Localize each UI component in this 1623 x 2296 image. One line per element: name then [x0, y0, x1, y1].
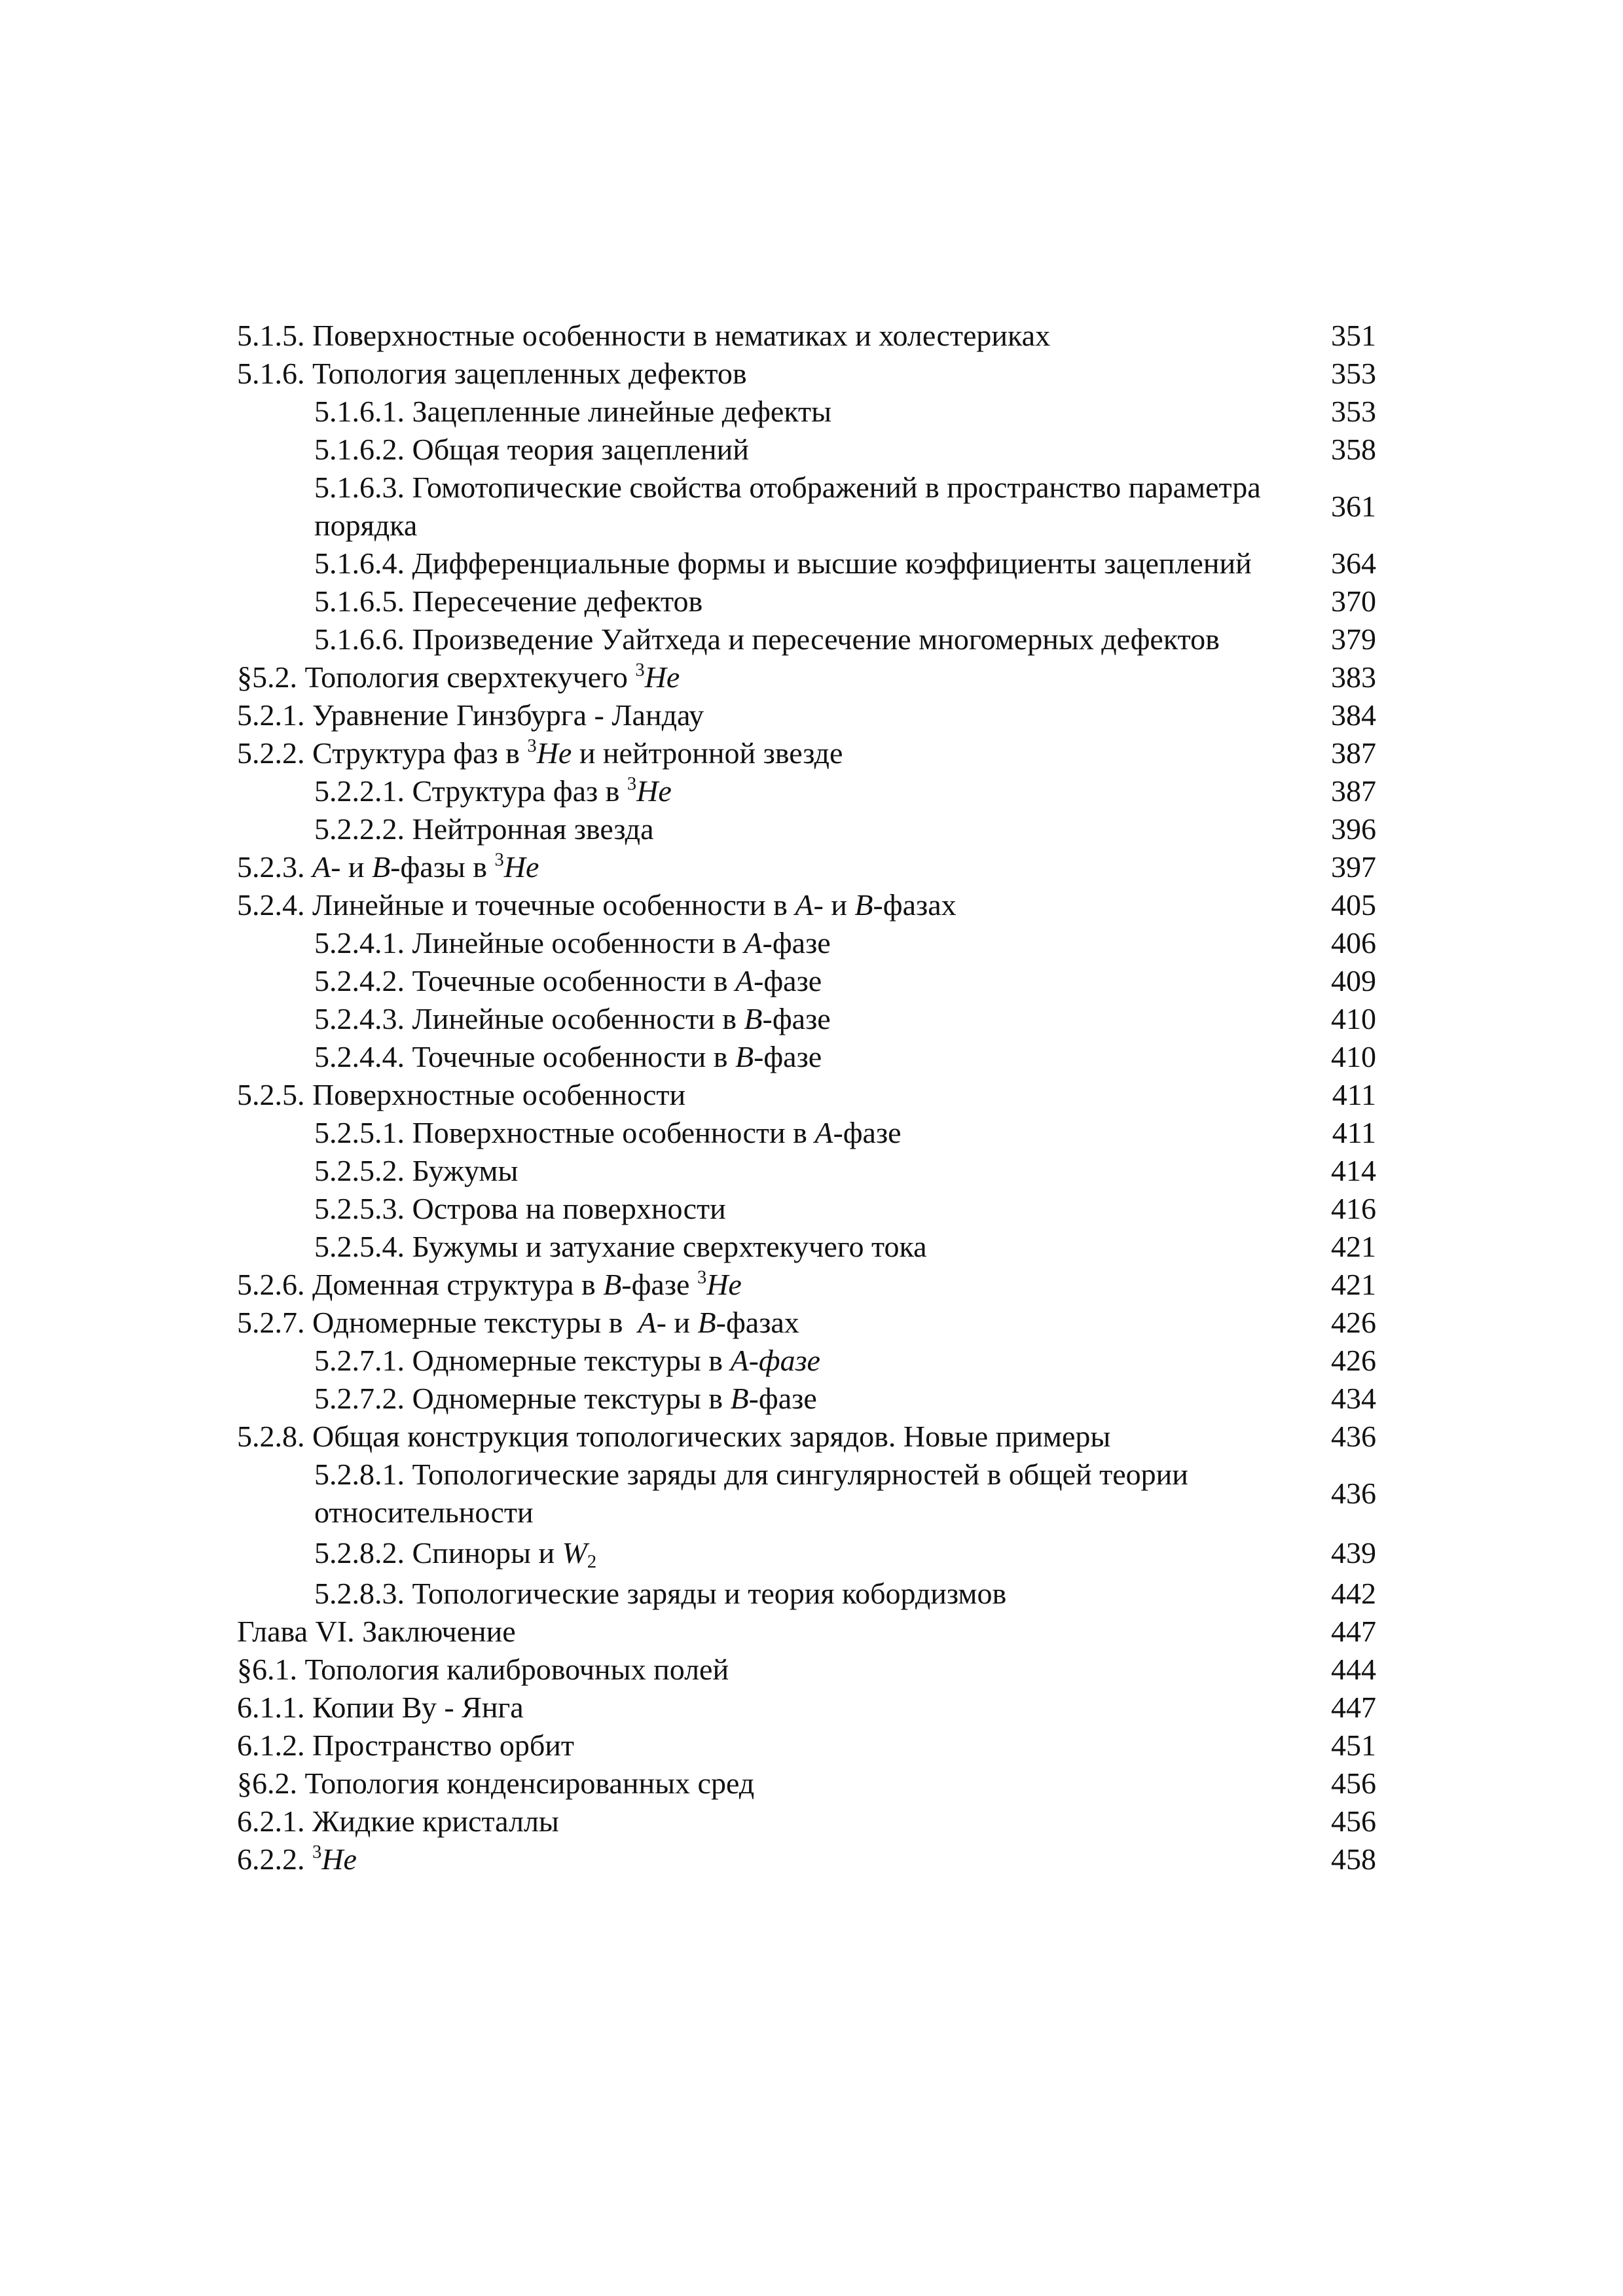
- toc-entry-title: 6.1.1. Копии Ву - Янга: [237, 1691, 524, 1724]
- toc-entry: [237, 355, 1376, 393]
- toc-entry: [237, 1575, 1376, 1613]
- toc-entry-page: 434: [1331, 1382, 1376, 1415]
- toc-entry: [237, 1228, 1376, 1266]
- toc-entry-title: 5.2.6. Доменная структура в B-фазе $^3$He: [237, 1267, 742, 1301]
- toc-entry-title: 5.2.2.1. Структура фаз в $^3$He: [314, 774, 672, 808]
- toc-entry: [237, 1840, 1376, 1878]
- table-of-contents: [237, 317, 1376, 1878]
- toc-entry: [237, 1342, 1376, 1380]
- toc-entry-page: 421: [1331, 1230, 1376, 1263]
- toc-entry-title: 6.2.2. $^3$He: [237, 1842, 357, 1876]
- toc-entry-title: 5.2.4.3. Линейные особенности в B-фазе: [314, 1002, 831, 1035]
- toc-entry: [237, 1803, 1376, 1840]
- toc-entry-title: 5.1.6.5. Пересечение дефектов: [314, 584, 703, 618]
- toc-entry: [237, 734, 1376, 772]
- toc-entry-page: 414: [1331, 1154, 1376, 1187]
- toc-entry-page: 458: [1331, 1842, 1376, 1876]
- toc-entry-page: 370: [1331, 584, 1376, 618]
- toc-entry-title: Глава VI. Заключение: [237, 1615, 516, 1648]
- toc-entry: [237, 962, 1376, 1000]
- toc-entry-title: §5.2. Топология сверхтекучего $^3$He: [237, 660, 680, 694]
- toc-entry: [237, 545, 1376, 583]
- toc-entry-page: 379: [1331, 622, 1376, 656]
- toc-entry-title: 5.1.6.1. Зацепленные линейные дефекты: [314, 395, 832, 428]
- toc-entry-page: 444: [1331, 1653, 1376, 1686]
- toc-entry-page: 358: [1331, 433, 1376, 466]
- toc-entry-title: 5.2.1. Уравнение Гинзбурга - Ландау: [237, 698, 704, 732]
- toc-entry: [237, 1038, 1376, 1076]
- toc-entry-title: 5.1.6.3. Гомотопические свойства отображений в пространство параметра порядка: [314, 471, 1261, 542]
- toc-entry: [237, 393, 1376, 431]
- toc-entry-title: 5.2.5. Поверхностные особенности: [237, 1078, 686, 1111]
- toc-entry-page: 410: [1331, 1040, 1376, 1073]
- toc-entry: [237, 1152, 1376, 1190]
- toc-entry-page: 387: [1331, 774, 1376, 808]
- toc-entry: [237, 1380, 1376, 1418]
- toc-entry-title: 5.2.8.1. Топологические заряды для сингулярностей в общей теории относительности: [314, 1458, 1188, 1529]
- toc-entry: [237, 1266, 1376, 1304]
- toc-entry-page: 421: [1331, 1268, 1376, 1301]
- toc-entry-title: 5.2.4.4. Точечные особенности в B-фазе: [314, 1040, 822, 1073]
- toc-entry-page: 361: [1331, 490, 1376, 523]
- toc-entry-title: 5.1.6.6. Произведение Уайтхеда и пересечение многомерных дефектов: [314, 622, 1220, 656]
- toc-entry-page: 384: [1331, 698, 1376, 732]
- toc-entry: [237, 1190, 1376, 1228]
- toc-entry: [237, 1534, 1376, 1572]
- toc-entry: [237, 469, 1376, 545]
- toc-entry-page: 426: [1331, 1306, 1376, 1339]
- toc-entry-title: 5.2.8. Общая конструкция топологических зарядов. Новые примеры: [237, 1420, 1111, 1453]
- toc-entry-page: 439: [1331, 1536, 1376, 1570]
- toc-entry-title: 5.2.8.2. Спиноры и $W_2$: [314, 1536, 597, 1573]
- toc-entry-title: 6.1.2. Пространство орбит: [237, 1729, 575, 1762]
- toc-entry: [237, 431, 1376, 469]
- toc-entry: [237, 1456, 1376, 1532]
- toc-entry: [237, 1689, 1376, 1727]
- toc-entry: [237, 696, 1376, 734]
- toc-entry-title: 5.2.7.1. Одномерные текстуры в A-фазе: [314, 1344, 820, 1377]
- toc-entry-title: 5.1.6.4. Дифференциальные формы и высшие коэффициенты зацеплений: [314, 547, 1252, 580]
- toc-entry: [237, 1418, 1376, 1456]
- toc-entry-title: 5.2.5.2. Бужумы: [314, 1154, 519, 1187]
- toc-entry: [237, 317, 1376, 355]
- toc-entry-title: 5.2.4.2. Точечные особенности в A-фазе: [314, 964, 822, 997]
- toc-entry: [237, 620, 1376, 658]
- toc-entry-page: 383: [1331, 660, 1376, 694]
- toc-entry: [237, 1304, 1376, 1342]
- toc-entry: [237, 583, 1376, 620]
- toc-entry: [237, 810, 1376, 848]
- toc-entry-title: 5.1.5. Поверхностные особенности в нематиках и холестериках: [237, 319, 1051, 352]
- toc-entry-title: 5.1.6. Топология зацепленных дефектов: [237, 357, 747, 390]
- toc-entry-title: 6.2.1. Жидкие кристаллы: [237, 1804, 559, 1838]
- toc-entry-page: 411: [1332, 1078, 1376, 1111]
- toc-entry-title: 5.2.3. A- и B-фазы в $^3$He: [237, 850, 539, 884]
- toc-entry: [237, 1651, 1376, 1689]
- toc-entry-title: 5.2.8.3. Топологические заряды и теория кобордизмов: [314, 1577, 1007, 1610]
- toc-entry-page: 387: [1331, 736, 1376, 770]
- toc-entry-page: 396: [1331, 812, 1376, 846]
- toc-entry-title: 5.2.4. Линейные и точечные особенности в A- и B-фазах: [237, 888, 957, 922]
- toc-entry-page: 409: [1331, 964, 1376, 997]
- toc-entry: [237, 658, 1376, 696]
- toc-entry: [237, 1000, 1376, 1038]
- toc-entry-page: 416: [1331, 1192, 1376, 1225]
- toc-entry: [237, 1114, 1376, 1152]
- toc-entry-page: 436: [1331, 1477, 1376, 1510]
- toc-entry-page: 456: [1331, 1767, 1376, 1800]
- toc-entry-title: 5.2.2.2. Нейтронная звезда: [314, 812, 654, 846]
- toc-entry: [237, 848, 1376, 886]
- toc-entry-page: 411: [1332, 1116, 1376, 1149]
- toc-entry-page: 364: [1331, 547, 1376, 580]
- toc-entry-title: 5.2.5.3. Острова на поверхности: [314, 1192, 726, 1225]
- toc-entry-page: 436: [1331, 1420, 1376, 1453]
- toc-entry: [237, 924, 1376, 962]
- toc-entry-page: 451: [1331, 1729, 1376, 1762]
- toc-entry-page: 447: [1331, 1691, 1376, 1724]
- toc-entry-page: 456: [1331, 1804, 1376, 1838]
- toc-entry-title: 5.2.5.1. Поверхностные особенности в A-фазе: [314, 1116, 902, 1149]
- toc-entry: [237, 1076, 1376, 1114]
- toc-entry-page: 351: [1331, 319, 1376, 352]
- toc-entry-page: 397: [1331, 850, 1376, 884]
- toc-entry-page: 447: [1331, 1615, 1376, 1648]
- toc-entry-title: 5.2.4.1. Линейные особенности в A-фазе: [314, 926, 831, 960]
- toc-entry: [237, 886, 1376, 924]
- toc-entry: [237, 1727, 1376, 1765]
- toc-entry-title: 5.2.7.2. Одномерные текстуры в B-фазе: [314, 1382, 817, 1415]
- toc-entry: [237, 1765, 1376, 1803]
- toc-entry-page: 442: [1331, 1577, 1376, 1610]
- toc-entry-title: 5.2.5.4. Бужумы и затухание сверхтекучего тока: [314, 1230, 927, 1263]
- toc-entry-title: §6.2. Топология конденсированных сред: [237, 1767, 755, 1800]
- toc-entry-title: 5.1.6.2. Общая теория зацеплений: [314, 433, 749, 466]
- toc-entry-page: 353: [1331, 395, 1376, 428]
- toc-entry-title: 5.2.2. Структура фаз в $^3$He и нейтронной звезде: [237, 736, 843, 770]
- toc-entry-title: §6.1. Топология калибровочных полей: [237, 1653, 729, 1686]
- toc-entry-page: 410: [1331, 1002, 1376, 1035]
- toc-entry-page: 406: [1331, 926, 1376, 960]
- toc-entry: [237, 772, 1376, 810]
- toc-entry-page: 405: [1331, 888, 1376, 922]
- toc-entry-page: 353: [1331, 357, 1376, 390]
- toc-entry-title: 5.2.7. Одномерные текстуры в A- и B-фазах: [237, 1306, 799, 1339]
- toc-entry-page: 426: [1331, 1344, 1376, 1377]
- toc-entry: [237, 1613, 1376, 1651]
